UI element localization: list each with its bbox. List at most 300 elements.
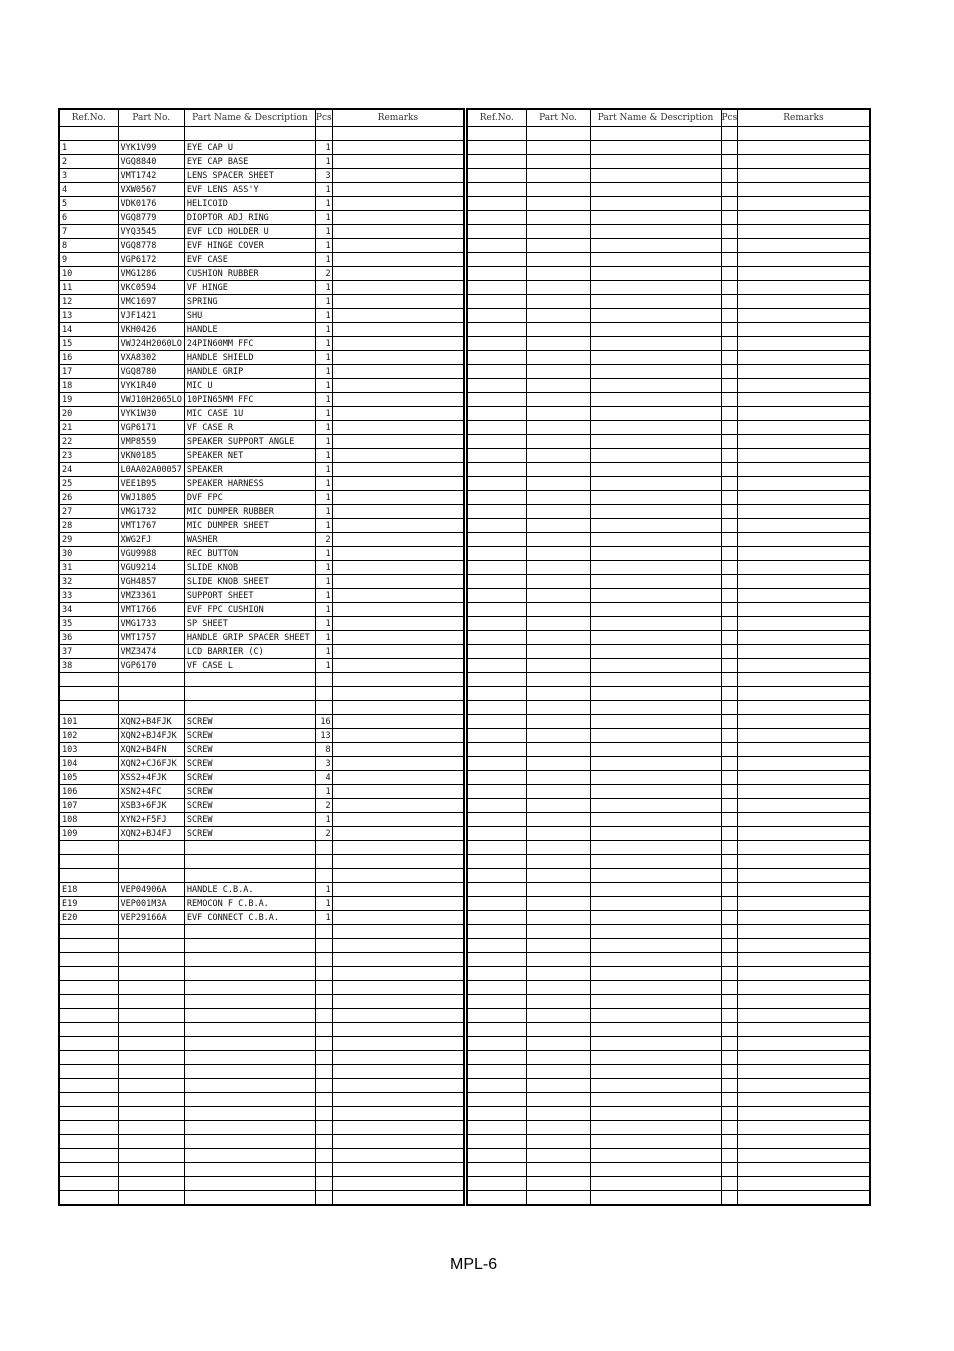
header-part-name: Part Name & Description xyxy=(590,109,721,127)
table-row xyxy=(59,1093,464,1107)
remarks-cell xyxy=(738,729,870,743)
ref-no-cell xyxy=(467,701,526,715)
table-row xyxy=(467,505,870,519)
pcs-cell xyxy=(721,239,738,253)
ref-no-cell xyxy=(467,477,526,491)
part-name-cell xyxy=(590,939,721,953)
ref-no-cell: 9 xyxy=(59,253,118,267)
pcs-cell xyxy=(721,365,738,379)
header-ref-no: Ref.No. xyxy=(59,109,118,127)
part-name-cell xyxy=(184,841,315,855)
ref-no-cell xyxy=(467,253,526,267)
part-no-cell xyxy=(118,1177,184,1191)
remarks-cell xyxy=(332,1009,464,1023)
remarks-cell xyxy=(332,617,464,631)
part-no-cell: VXW0567 xyxy=(118,183,184,197)
remarks-cell xyxy=(332,645,464,659)
table-row xyxy=(59,995,464,1009)
part-name-cell xyxy=(590,911,721,925)
remarks-cell xyxy=(738,421,870,435)
part-no-cell: VMC1697 xyxy=(118,295,184,309)
part-name-cell: REMOCON F C.B.A. xyxy=(184,897,315,911)
parts-table-right xyxy=(466,108,871,1206)
part-no-cell xyxy=(526,491,590,505)
ref-no-cell xyxy=(467,463,526,477)
remarks-cell xyxy=(738,1149,870,1163)
part-no-cell: VXA8302 xyxy=(118,351,184,365)
table-row xyxy=(59,547,464,561)
part-name-cell xyxy=(590,211,721,225)
ref-no-cell xyxy=(59,701,118,715)
part-no-cell xyxy=(526,1149,590,1163)
pcs-cell: 1 xyxy=(315,393,332,407)
table-row xyxy=(59,1135,464,1149)
part-name-cell xyxy=(590,435,721,449)
pcs-cell xyxy=(721,953,738,967)
part-name-cell xyxy=(590,127,721,141)
remarks-cell xyxy=(738,1051,870,1065)
ref-no-cell: 5 xyxy=(59,197,118,211)
part-name-cell xyxy=(590,1051,721,1065)
part-name-cell xyxy=(590,1079,721,1093)
ref-no-cell xyxy=(467,1149,526,1163)
ref-no-cell xyxy=(467,743,526,757)
pcs-cell xyxy=(721,267,738,281)
part-name-cell: 24PIN60MM FFC xyxy=(184,337,315,351)
ref-no-cell: 105 xyxy=(59,771,118,785)
part-name-cell xyxy=(590,1107,721,1121)
ref-no-cell: 107 xyxy=(59,799,118,813)
part-name-cell xyxy=(184,127,315,141)
part-no-cell xyxy=(526,407,590,421)
pcs-cell xyxy=(721,1037,738,1051)
pcs-cell xyxy=(721,1149,738,1163)
part-name-cell xyxy=(184,1037,315,1051)
table-row xyxy=(467,869,870,883)
part-name-cell xyxy=(590,967,721,981)
table-row xyxy=(467,981,870,995)
pcs-cell xyxy=(721,211,738,225)
remarks-cell xyxy=(332,183,464,197)
pcs-cell: 16 xyxy=(315,715,332,729)
part-no-cell: VGU9214 xyxy=(118,561,184,575)
table-row xyxy=(59,477,464,491)
table-row xyxy=(467,323,870,337)
remarks-cell xyxy=(738,1009,870,1023)
table-row xyxy=(467,603,870,617)
part-name-cell: EVF LENS ASS'Y xyxy=(184,183,315,197)
pcs-cell: 1 xyxy=(315,337,332,351)
part-name-cell xyxy=(590,869,721,883)
remarks-cell xyxy=(738,267,870,281)
part-no-cell: VGP6171 xyxy=(118,421,184,435)
pcs-cell: 1 xyxy=(315,463,332,477)
part-name-cell xyxy=(590,239,721,253)
pcs-cell xyxy=(315,1121,332,1135)
part-no-cell: VYK1W30 xyxy=(118,407,184,421)
table-row xyxy=(467,659,870,673)
table-row xyxy=(59,183,464,197)
remarks-cell xyxy=(738,491,870,505)
remarks-cell xyxy=(738,463,870,477)
part-name-cell xyxy=(590,1163,721,1177)
part-no-cell xyxy=(526,337,590,351)
table-row xyxy=(467,827,870,841)
part-name-cell xyxy=(184,1093,315,1107)
ref-no-cell xyxy=(467,757,526,771)
remarks-cell xyxy=(738,911,870,925)
pcs-cell: 1 xyxy=(315,631,332,645)
table-row xyxy=(59,855,464,869)
part-name-cell: SCREW xyxy=(184,715,315,729)
table-row xyxy=(467,1079,870,1093)
remarks-cell xyxy=(332,281,464,295)
ref-no-cell: 16 xyxy=(59,351,118,365)
table-row xyxy=(467,1163,870,1177)
table-row xyxy=(59,701,464,715)
table-row xyxy=(59,1037,464,1051)
table-row xyxy=(467,1177,870,1191)
pcs-cell: 1 xyxy=(315,435,332,449)
part-no-cell xyxy=(118,673,184,687)
part-no-cell xyxy=(118,127,184,141)
pcs-cell xyxy=(721,575,738,589)
part-no-cell: L0AA02A00057 xyxy=(118,463,184,477)
pcs-cell: 1 xyxy=(315,365,332,379)
pcs-cell: 1 xyxy=(315,897,332,911)
ref-no-cell: 10 xyxy=(59,267,118,281)
part-no-cell: VGU9988 xyxy=(118,547,184,561)
part-no-cell: VKN0185 xyxy=(118,449,184,463)
table-row xyxy=(467,351,870,365)
part-name-cell xyxy=(184,1065,315,1079)
part-no-cell: VGH4857 xyxy=(118,575,184,589)
part-name-cell: HANDLE SHIELD xyxy=(184,351,315,365)
table-row xyxy=(467,911,870,925)
pcs-cell: 1 xyxy=(315,449,332,463)
part-no-cell: XYN2+F5FJ xyxy=(118,813,184,827)
part-name-cell: SCREW xyxy=(184,799,315,813)
part-name-cell xyxy=(590,1065,721,1079)
ref-no-cell: 36 xyxy=(59,631,118,645)
pcs-cell xyxy=(315,855,332,869)
part-name-cell xyxy=(590,645,721,659)
ref-no-cell: E18 xyxy=(59,883,118,897)
table-row xyxy=(59,155,464,169)
pcs-cell xyxy=(721,911,738,925)
remarks-cell xyxy=(332,575,464,589)
ref-no-cell: 109 xyxy=(59,827,118,841)
remarks-cell xyxy=(738,799,870,813)
ref-no-cell xyxy=(59,1051,118,1065)
remarks-cell xyxy=(332,463,464,477)
remarks-cell xyxy=(332,1051,464,1065)
part-no-cell xyxy=(118,1149,184,1163)
pcs-cell xyxy=(315,1065,332,1079)
part-name-cell: SCREW xyxy=(184,743,315,757)
part-no-cell xyxy=(526,519,590,533)
pcs-cell xyxy=(721,855,738,869)
pcs-cell xyxy=(721,1065,738,1079)
ref-no-cell xyxy=(467,1191,526,1206)
part-no-cell xyxy=(526,1093,590,1107)
part-name-cell xyxy=(590,981,721,995)
table-row xyxy=(59,673,464,687)
table-row xyxy=(59,491,464,505)
pcs-cell xyxy=(721,127,738,141)
pcs-cell xyxy=(315,953,332,967)
pcs-cell xyxy=(721,393,738,407)
remarks-cell xyxy=(738,967,870,981)
pcs-cell xyxy=(315,1009,332,1023)
part-no-cell xyxy=(526,295,590,309)
remarks-cell xyxy=(738,813,870,827)
part-name-cell: EVF CASE xyxy=(184,253,315,267)
part-no-cell: VYQ3545 xyxy=(118,225,184,239)
part-no-cell xyxy=(526,855,590,869)
remarks-cell xyxy=(332,267,464,281)
pcs-cell xyxy=(721,1009,738,1023)
ref-no-cell xyxy=(467,813,526,827)
pcs-cell xyxy=(721,561,738,575)
remarks-cell xyxy=(738,757,870,771)
table-row xyxy=(59,1107,464,1121)
table-row xyxy=(467,1135,870,1149)
pcs-cell xyxy=(315,939,332,953)
remarks-cell xyxy=(332,155,464,169)
table-row xyxy=(467,939,870,953)
ref-no-cell xyxy=(467,883,526,897)
part-no-cell xyxy=(526,841,590,855)
ref-no-cell xyxy=(467,1177,526,1191)
part-name-cell xyxy=(184,1121,315,1135)
part-name-cell: MIC DUMPER SHEET xyxy=(184,519,315,533)
remarks-cell xyxy=(332,659,464,673)
pcs-cell xyxy=(315,1023,332,1037)
remarks-cell xyxy=(332,967,464,981)
part-no-cell xyxy=(526,253,590,267)
pcs-cell: 2 xyxy=(315,799,332,813)
ref-no-cell: 29 xyxy=(59,533,118,547)
part-no-cell: VMZ3361 xyxy=(118,589,184,603)
table-row xyxy=(59,127,464,141)
part-no-cell xyxy=(526,939,590,953)
pcs-cell: 1 xyxy=(315,491,332,505)
remarks-cell xyxy=(738,169,870,183)
ref-no-cell: 24 xyxy=(59,463,118,477)
part-name-cell: WASHER xyxy=(184,533,315,547)
table-row xyxy=(467,365,870,379)
part-name-cell xyxy=(184,1191,315,1206)
part-no-cell: VWJ10H2065LO xyxy=(118,393,184,407)
part-no-cell xyxy=(118,1191,184,1206)
table-row xyxy=(59,463,464,477)
header-part-no: Part No. xyxy=(118,109,184,127)
ref-no-cell xyxy=(467,1163,526,1177)
part-name-cell xyxy=(590,295,721,309)
remarks-cell xyxy=(738,785,870,799)
part-name-cell: EYE CAP BASE xyxy=(184,155,315,169)
remarks-cell xyxy=(332,1037,464,1051)
ref-no-cell xyxy=(59,1107,118,1121)
part-no-cell: VMT1767 xyxy=(118,519,184,533)
ref-no-cell xyxy=(59,127,118,141)
pcs-cell: 13 xyxy=(315,729,332,743)
pcs-cell xyxy=(721,799,738,813)
pcs-cell xyxy=(721,1107,738,1121)
pcs-cell xyxy=(721,743,738,757)
table-row xyxy=(467,337,870,351)
ref-no-cell xyxy=(59,981,118,995)
remarks-cell xyxy=(738,533,870,547)
pcs-cell xyxy=(315,1037,332,1051)
table-row xyxy=(59,253,464,267)
part-no-cell xyxy=(526,757,590,771)
part-name-cell xyxy=(590,841,721,855)
pcs-cell xyxy=(721,449,738,463)
remarks-cell xyxy=(332,533,464,547)
part-no-cell: VWJ24H2060LO xyxy=(118,337,184,351)
table-row xyxy=(467,295,870,309)
part-name-cell xyxy=(590,1023,721,1037)
pcs-cell: 1 xyxy=(315,309,332,323)
header-pcs: Pcs xyxy=(721,109,738,127)
header-remarks: Remarks xyxy=(738,109,870,127)
remarks-cell xyxy=(332,169,464,183)
part-name-cell xyxy=(184,1177,315,1191)
table-row xyxy=(467,239,870,253)
remarks-cell xyxy=(738,883,870,897)
remarks-cell xyxy=(738,1065,870,1079)
part-no-cell xyxy=(526,827,590,841)
pcs-cell: 1 xyxy=(315,785,332,799)
pcs-cell xyxy=(721,967,738,981)
table-row xyxy=(467,687,870,701)
ref-no-cell xyxy=(59,1037,118,1051)
ref-no-cell: 18 xyxy=(59,379,118,393)
ref-no-cell xyxy=(467,379,526,393)
remarks-cell xyxy=(332,841,464,855)
part-no-cell xyxy=(118,939,184,953)
part-no-cell: XQN2+BJ4FJ xyxy=(118,827,184,841)
part-name-cell: SPEAKER xyxy=(184,463,315,477)
pcs-cell: 1 xyxy=(315,323,332,337)
part-no-cell xyxy=(526,1177,590,1191)
part-name-cell xyxy=(590,743,721,757)
ref-no-cell xyxy=(59,995,118,1009)
table-row xyxy=(59,337,464,351)
pcs-cell xyxy=(721,323,738,337)
part-no-cell: VMT1766 xyxy=(118,603,184,617)
remarks-cell xyxy=(738,603,870,617)
table-row xyxy=(59,841,464,855)
pcs-cell xyxy=(721,687,738,701)
remarks-cell xyxy=(332,799,464,813)
ref-no-cell xyxy=(467,1079,526,1093)
ref-no-cell xyxy=(467,869,526,883)
pcs-cell xyxy=(721,1023,738,1037)
ref-no-cell: 32 xyxy=(59,575,118,589)
table-row xyxy=(59,743,464,757)
ref-no-cell xyxy=(467,771,526,785)
part-no-cell xyxy=(526,225,590,239)
pcs-cell: 1 xyxy=(315,813,332,827)
pcs-cell: 1 xyxy=(315,281,332,295)
part-no-cell xyxy=(526,981,590,995)
pcs-cell xyxy=(721,1135,738,1149)
table-row xyxy=(59,141,464,155)
ref-no-cell xyxy=(467,1135,526,1149)
ref-no-cell xyxy=(467,967,526,981)
pcs-cell xyxy=(721,1121,738,1135)
ref-no-cell: 108 xyxy=(59,813,118,827)
pcs-cell xyxy=(721,771,738,785)
remarks-cell xyxy=(332,323,464,337)
remarks-cell xyxy=(738,897,870,911)
remarks-cell xyxy=(738,1093,870,1107)
remarks-cell xyxy=(332,547,464,561)
part-no-cell xyxy=(118,1009,184,1023)
pcs-cell: 1 xyxy=(315,659,332,673)
ref-no-cell xyxy=(59,967,118,981)
part-name-cell xyxy=(590,687,721,701)
ref-no-cell xyxy=(467,491,526,505)
remarks-cell xyxy=(738,869,870,883)
remarks-cell xyxy=(738,323,870,337)
part-no-cell xyxy=(526,533,590,547)
pcs-cell xyxy=(721,337,738,351)
pcs-cell xyxy=(721,673,738,687)
part-no-cell xyxy=(526,183,590,197)
table-row xyxy=(59,925,464,939)
part-no-cell xyxy=(526,351,590,365)
part-no-cell xyxy=(118,841,184,855)
ref-no-cell xyxy=(467,827,526,841)
pcs-cell xyxy=(315,925,332,939)
pcs-cell xyxy=(721,659,738,673)
part-no-cell xyxy=(526,785,590,799)
part-name-cell xyxy=(590,1149,721,1163)
ref-no-cell xyxy=(467,799,526,813)
part-no-cell xyxy=(526,421,590,435)
remarks-cell xyxy=(738,1037,870,1051)
pcs-cell xyxy=(721,169,738,183)
remarks-cell xyxy=(332,351,464,365)
part-name-cell: SCREW xyxy=(184,813,315,827)
pcs-cell xyxy=(315,869,332,883)
ref-no-cell xyxy=(59,953,118,967)
pcs-cell xyxy=(721,813,738,827)
part-name-cell: SUPPORT SHEET xyxy=(184,589,315,603)
part-name-cell: SCREW xyxy=(184,827,315,841)
part-no-cell xyxy=(526,729,590,743)
remarks-cell xyxy=(332,449,464,463)
part-no-cell: XSB3+6FJK xyxy=(118,799,184,813)
part-name-cell xyxy=(590,169,721,183)
part-name-cell xyxy=(590,225,721,239)
pcs-cell: 1 xyxy=(315,505,332,519)
ref-no-cell xyxy=(467,687,526,701)
remarks-cell xyxy=(332,561,464,575)
remarks-cell xyxy=(738,477,870,491)
remarks-cell xyxy=(332,855,464,869)
table-row xyxy=(467,561,870,575)
part-no-cell xyxy=(118,1065,184,1079)
part-no-cell xyxy=(118,1051,184,1065)
part-name-cell: VF HINGE xyxy=(184,281,315,295)
part-no-cell xyxy=(118,869,184,883)
table-row xyxy=(59,1191,464,1206)
